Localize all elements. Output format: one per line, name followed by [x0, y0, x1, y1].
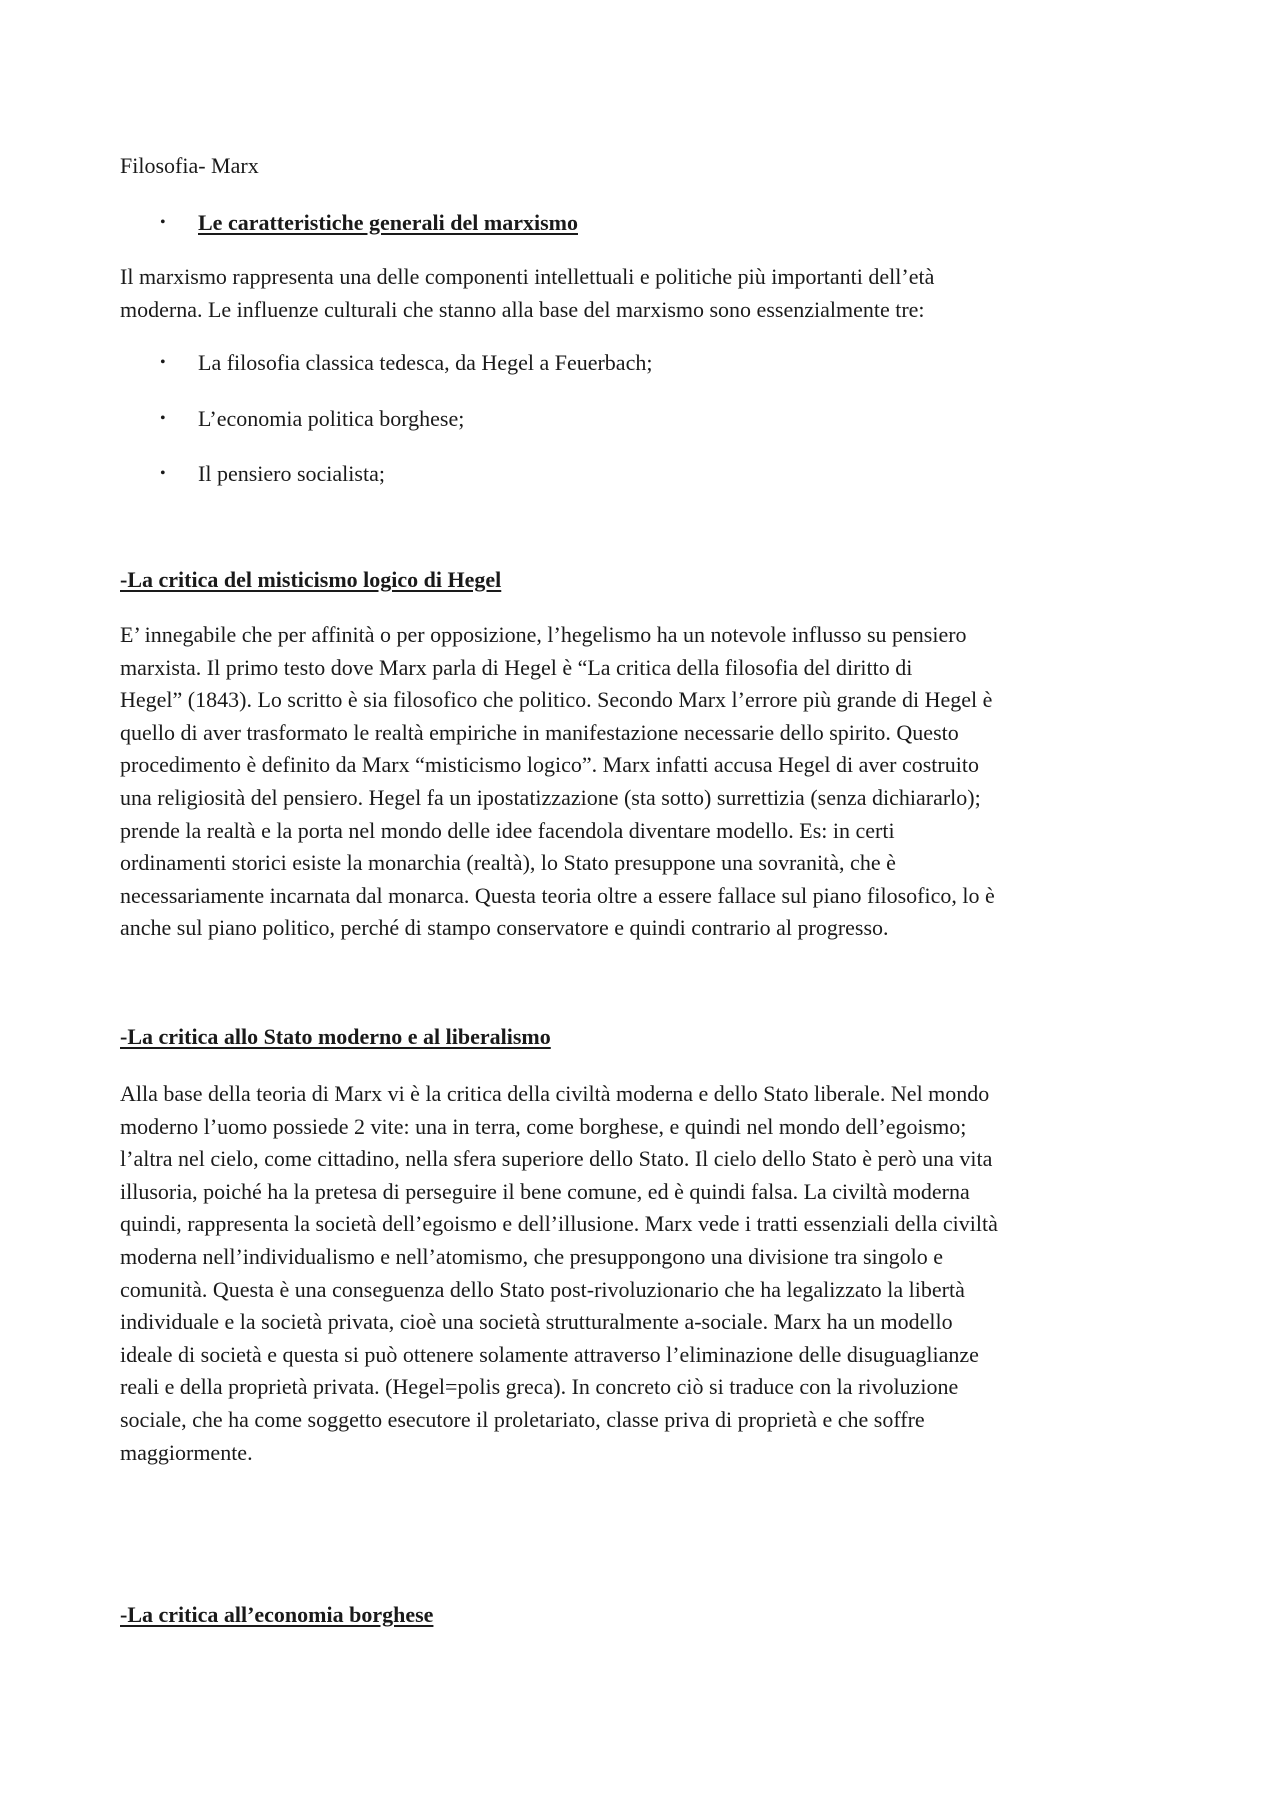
paragraph-line: illusoria, poiché ha la pretesa di perseguire il bene comune, ed è quindi falsa. La civiltà moderna [120, 1178, 970, 1204]
paragraph-line: Hegel” (1843). Lo scritto è sia filosofico che politico. Secondo Marx l’errore più grande di Hegel è [120, 687, 993, 713]
paragraph-line: moderna. Le influenze culturali che stanno alla base del marxismo sono essenzialmente tre: [120, 296, 925, 322]
paragraph-line: necessariamente incarnata dal monarca. Questa teoria oltre a essere fallace sul piano filosofico, lo è [120, 882, 995, 908]
paragraph-line: moderno l’uomo possiede 2 vite: una in terra, come borghese, e quindi nel mondo dell’egoismo; [120, 1113, 967, 1139]
paragraph-line: sociale, che ha come soggetto esecutore il proletariato, classe priva di proprietà e che soffre [120, 1406, 925, 1432]
document-title: Filosofia- Marx [120, 153, 259, 178]
influence-label: La filosofia classica tedesca, da Hegel a Feuerbach; [198, 349, 653, 375]
paragraph-line: maggiormente. [120, 1439, 253, 1465]
paragraph-line: quello di aver trasformato le realtà empiriche in manifestazione necessarie dello spirito. Questo [120, 719, 959, 745]
paragraph-line: Il marxismo rappresenta una delle componenti intellettuali e politiche più importanti dell’età [120, 264, 935, 289]
paragraph-line: quindi, rappresenta la società dell’egoismo e dell’illusione. Marx vede i tratti essenziali della civiltà [120, 1211, 998, 1237]
section-paragraph-hegel [120, 619, 995, 945]
section-paragraph-state [120, 1078, 998, 1469]
influence-list-item [160, 401, 464, 435]
paragraph-line: reali e della proprietà privata. (Hegel=polis greca). In concreto ciò si traduce con la rivoluzione [120, 1374, 959, 1400]
bullet-icon: • [160, 213, 166, 231]
intro-paragraph [120, 261, 934, 326]
main-heading-bullet [160, 205, 578, 239]
paragraph-line: individuale e la società privata, cioè una società strutturalmente a-sociale. Marx ha un modello [120, 1309, 953, 1335]
paragraph-line: ordinamenti storici esiste la monarchia (realtà), lo Stato presuppone una sovranità, che è [120, 850, 896, 876]
paragraph-line: prende la realtà e la porta nel mondo delle idee facendola diventare modello. Es: in certi [120, 817, 895, 843]
paragraph-line: E’ innegabile che per affinità o per opposizione, l’hegelismo ha un notevole influsso su pensiero [120, 622, 967, 647]
paragraph-line: marxista. Il primo testo dove Marx parla di Hegel è “La critica della filosofia del diritto di [120, 654, 913, 680]
influence-label: Il pensiero socialista; [198, 460, 385, 486]
paragraph-line: una religiosità del pensiero. Hegel fa un ipostatizzazione (sta sotto) surrettizia (senza dichiararlo); [120, 784, 981, 810]
paragraph-line: l’altra nel cielo, come cittadino, nella sfera superiore dello Stato. Il cielo dello Stato è però una vita [120, 1146, 993, 1172]
paragraph-line: ideale di società e questa si può ottenere solamente attraverso l’eliminazione delle disuguaglianze [120, 1341, 979, 1367]
main-heading: Le caratteristiche generali del marxismo [198, 209, 578, 235]
paragraph-line: moderna nell’individualismo e nell’atomismo, che presuppongono una divisione tra singolo e [120, 1243, 944, 1269]
bullet-icon: • [160, 353, 166, 371]
influence-label: L’economia politica borghese; [198, 405, 465, 431]
section-heading-hegel: -La critica del misticismo logico di Hegel [120, 567, 502, 592]
influence-list-item [160, 456, 385, 490]
paragraph-line: procedimento è definito da Marx “misticismo logico”. Marx infatti accusa Hegel di aver costruito [120, 752, 979, 778]
paragraph-line: comunità. Questa è una conseguenza dello Stato post-rivoluzionario che ha legalizzato la libertà [120, 1276, 965, 1302]
section-heading-state: -La critica allo Stato moderno e al liberalismo [120, 1024, 551, 1049]
section-heading-economy: -La critica all’economia borghese [120, 1602, 434, 1627]
paragraph-line: Alla base della teoria di Marx vi è la critica della civiltà moderna e dello Stato liberale. Nel mondo [120, 1081, 990, 1106]
bullet-icon: • [160, 409, 166, 427]
influence-list-item [160, 345, 652, 379]
bullet-icon: • [160, 464, 166, 482]
paragraph-line: anche sul piano politico, perché di stampo conservatore e quindi contrario al progresso. [120, 915, 889, 941]
